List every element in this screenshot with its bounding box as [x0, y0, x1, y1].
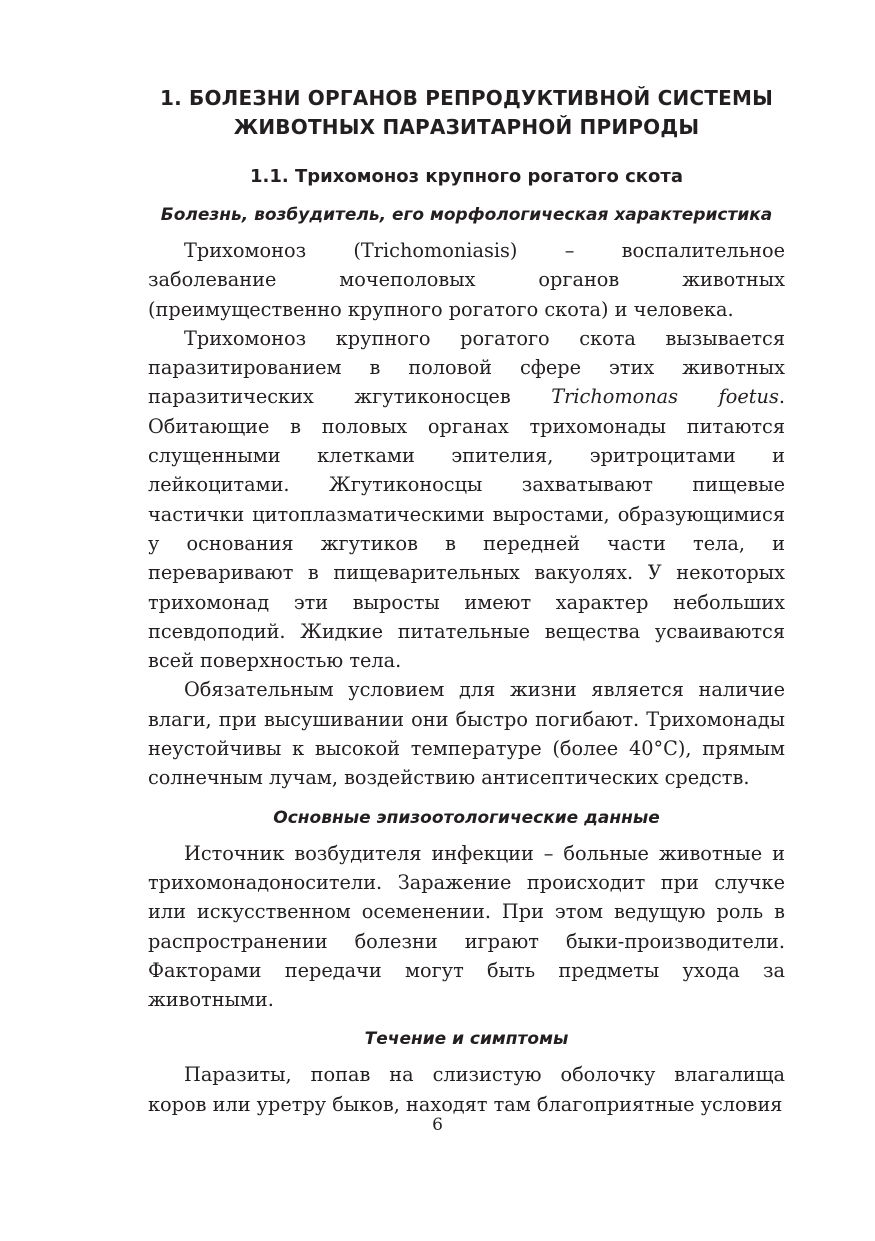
chapter-title-line-2: ЖИВОТНЫХ ПАРАЗИТАРНОЙ ПРИРОДЫ	[233, 115, 700, 139]
species-name: Trichomonas foetus	[551, 385, 779, 409]
paragraph-pathogen	[148, 324, 785, 676]
paragraph-definition: Трихомоноз (Trichomoniasis) – воспалительное заболевание мочеполовых органов животных (преимущественно крупного рогатого скота) и человека.	[148, 239, 785, 321]
pathogen-text-start: Трихомоноз крупного рогатого скота вызывается паразитированием в половой сфере этих животных паразитических жгутиконосцев	[148, 326, 785, 409]
subsection-title-symptoms: Течение и симптомы	[364, 1029, 569, 1050]
page-number: 6	[432, 1115, 443, 1135]
paragraph-epizootology: Источник возбудителя инфекции – больные животные и трихомонадоносители. Заражение происходит при случке или искусственном осеменении. При этом ведущую роль в распространении болезни играют быки-производители. Факторами передачи могут быть предметы ухода за животными.	[148, 841, 785, 1012]
chapter-title-line-1: 1. БОЛЕЗНИ ОРГАНОВ РЕПРОДУКТИВНОЙ СИСТЕМЫ	[159, 86, 774, 110]
subsection-title-epizootology: Основные эпизоотологические данные	[273, 807, 660, 828]
pathogen-text-end: . Обитающие в половых органах трихомонады питаются слущенными клетками эпителия, эритроцитами и лейкоцитами. Жгутиконосцы захватывают пищевые частички цитоплазматическими выростами, образующимися у основания жгутиков в передней части тела, и переваривают в пищеварительных вакуолях. У некоторых трихомонад эти выросты имеют характер небольших псевдоподий. Жидкие питательные вещества усваиваются всей поверхностью тела.	[148, 385, 785, 673]
chapter-title	[148, 84, 785, 142]
paragraph-symptoms: Паразиты, попав на слизистую оболочку влагалища коров или уретру быков, находят там благоприятные условия	[148, 1063, 785, 1116]
paragraph-resistance: Обязательным условием для жизни является наличие влаги, при высушивании они быстро погибают. Трихомонады неустойчивы к высокой температуре (более 40°C), прямым солнечным лучам, воздействию антисептических средств.	[148, 678, 785, 790]
page-content	[148, 84, 785, 1119]
subsection-title-disease: Болезнь, возбудитель, его морфологическая характеристика	[160, 205, 773, 225]
section-title: 1.1. Трихомоноз крупного рогатого скота	[250, 166, 683, 187]
